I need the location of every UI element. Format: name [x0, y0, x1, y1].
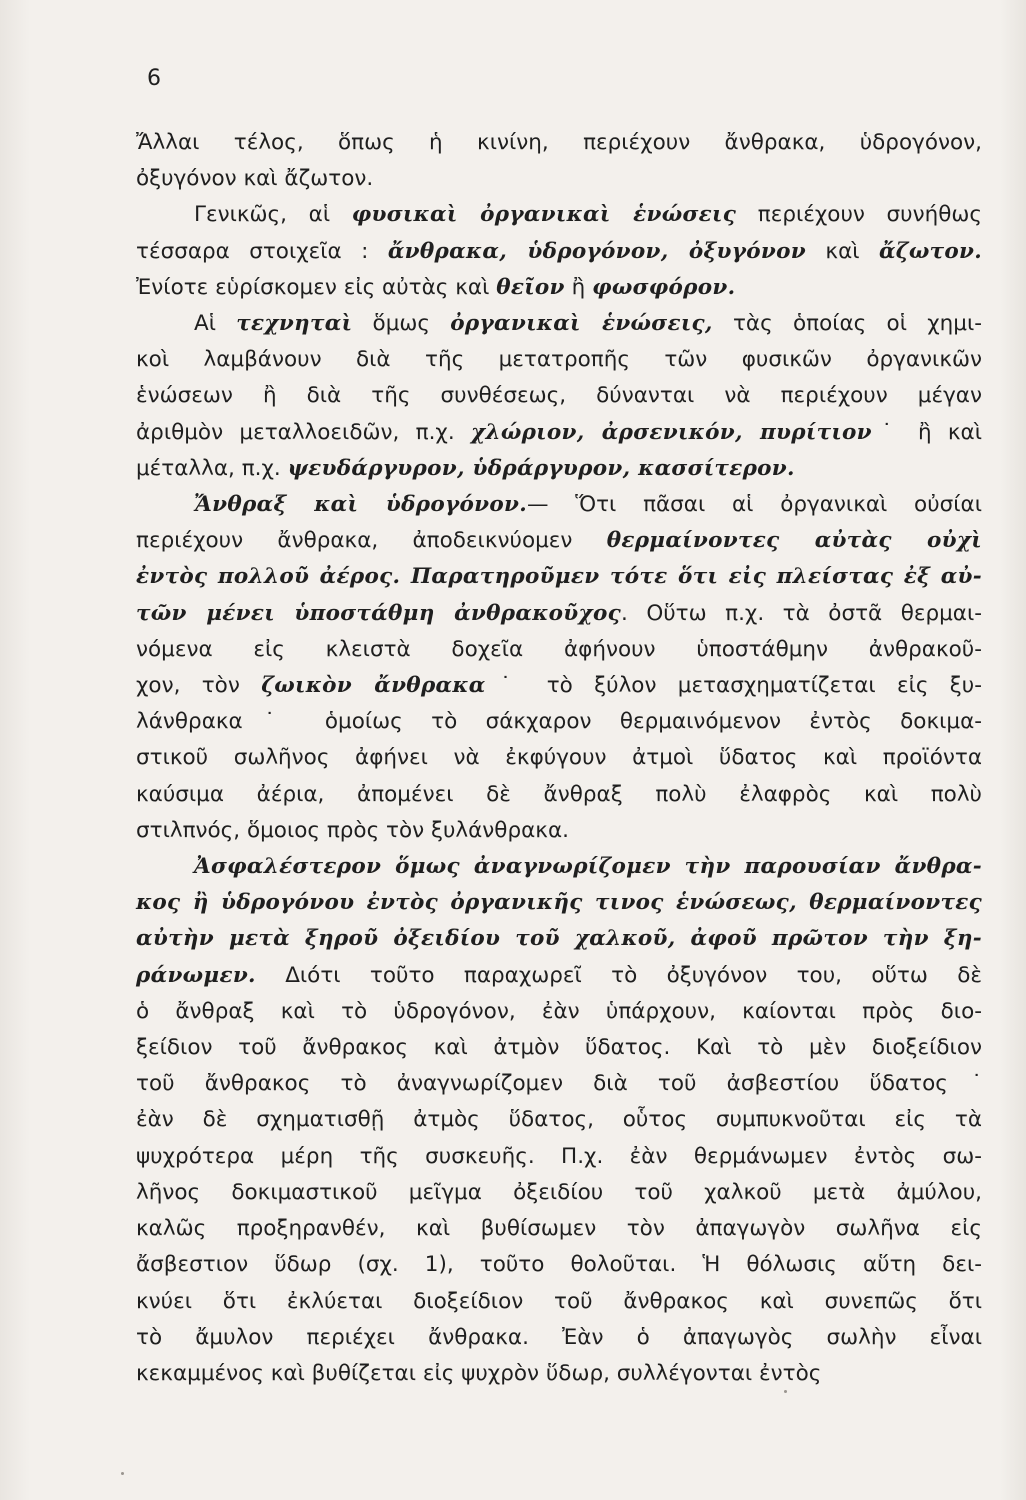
- text-run: λάνθρακα˙ ὁμοίως τὸ σάκχαρον θερμαινόμενον ἐντὸς δοκιμα-: [136, 709, 982, 735]
- text-run: Γενικῶς, αἱ: [194, 202, 352, 228]
- text-line: [136, 813, 982, 849]
- text-run: Αἱ: [194, 311, 237, 337]
- text-line: [136, 668, 982, 704]
- text-line: [136, 1175, 982, 1211]
- text-run: ὁ ἄνθραξ καὶ τὸ ὑδρογόνον, ἐὰν ὑπάρχουν, καίονται πρὸς διο-: [136, 998, 982, 1024]
- text-line: [136, 1030, 982, 1066]
- text-line: [136, 740, 982, 776]
- text-run: καὶ: [805, 238, 879, 264]
- text-line: [136, 1066, 982, 1102]
- text-line: [136, 1284, 982, 1320]
- text-line: [136, 161, 982, 197]
- text-line: [136, 451, 982, 487]
- text-run: τὰς ὁποίας οἱ χημι-: [712, 311, 982, 337]
- paper-speck: [121, 1472, 124, 1475]
- text-line: [136, 270, 982, 306]
- text-run: — Ὅτι πᾶσαι αἱ ὀργανικαὶ οὐσίαι: [526, 492, 983, 518]
- text-line: [136, 1211, 982, 1247]
- emphasized-text: φυσικαὶ ὀργανικαὶ ἑνώσεις: [351, 202, 737, 228]
- emphasized-text: ἄζωτον.: [878, 238, 982, 264]
- emphasized-text: ἐντὸς πολλοῦ ἀέρος. Παρατηροῦμεν τότε ὅτι εἰς πλείστας ἐξ αὐ-: [136, 564, 982, 590]
- text-line: [136, 415, 982, 451]
- text-run: καύσιμα ἀέρια, ἀπομένει δὲ ἄνθραξ πολὺ ἐλαφρὸς καὶ πολὺ: [136, 781, 982, 807]
- text-run: περιέχουν συνήθως: [736, 202, 982, 228]
- text-run: ἐὰν δὲ σχηματισθῇ ἀτμὸς ὕδατος, οὗτος συμπυκνοῦται εἰς τὰ: [136, 1107, 982, 1133]
- text-line: [136, 1102, 982, 1138]
- text-run: μέταλλα, π.χ.: [136, 455, 288, 481]
- text-run: ˙ ἢ καὶ: [871, 419, 983, 445]
- text-run: Ἄλλαι τέλος, ὅπως ἡ κινίνη, περιέχουν ἄνθρακα, ὑδρογόνον,: [136, 130, 982, 155]
- emphasized-text: τῶν μένει ὑποστάθμη ἀνθρακοῦχος: [136, 600, 621, 626]
- text-line: [136, 487, 982, 523]
- text-line: [136, 1356, 982, 1392]
- text-run: ξείδιον τοῦ ἄνθρακος καὶ ἀτμὸν ὕδατος. Καὶ τὸ μὲν διοξείδιον: [136, 1035, 982, 1061]
- emphasized-text: αὐτὴν μετὰ ξηροῦ ὀξειδίου τοῦ χαλκοῦ, ἀφοῦ πρῶτον τὴν ξη-: [136, 926, 982, 952]
- text-run: χον, τὸν: [136, 673, 262, 699]
- emphasized-text: ἄνθρακα, ὑδρογόνον, ὀξυγόνον: [387, 238, 806, 264]
- text-run: ἑνώσεων ἢ διὰ τῆς συνθέσεως, δύνανται νὰ περιέχουν μέγαν: [136, 383, 982, 409]
- text-run: στιλπνός, ὅμοιος πρὸς τὸν ξυλάνθρακα.: [136, 817, 569, 843]
- text-run: νόμενα εἰς κλειστὰ δοχεῖα ἀφήνουν ὑποστάθμην ἀνθρακοῦ-: [136, 636, 982, 662]
- text-line: [136, 704, 982, 740]
- text-line: [136, 378, 982, 414]
- text-line: [136, 849, 982, 885]
- text-run: τὸ ἄμυλον περιέχει ἄνθρακα. Ἐὰν ὁ ἀπαγωγὸς σωλὴν εἶναι: [136, 1324, 982, 1350]
- text-run: ἢ: [564, 274, 593, 300]
- text-run: ˙ τὸ ξύλον μετασχηματίζεται εἰς ξυ-: [485, 673, 982, 699]
- emphasized-text: ψευδάργυρον, ὑδράργυρον, κασσίτερον.: [287, 455, 795, 481]
- text-line: [136, 885, 982, 921]
- text-line: [136, 596, 982, 632]
- text-line: [136, 777, 982, 813]
- text-run: στικοῦ σωλῆνος ἀφήνει νὰ ἐκφύγουν ἀτμοὶ ὕδατος καὶ προϊόντα: [136, 745, 982, 771]
- text-run: ὀξυγόνον καὶ ἄζωτον.: [136, 166, 374, 192]
- text-run: ψυχρότερα μέρη τῆς συσκευῆς. Π.χ. ἐὰν θερμάνωμεν ἐντὸς σω-: [136, 1143, 982, 1169]
- emphasized-text: ζωικὸν ἄνθρακα: [261, 673, 486, 699]
- text-run: κεκαμμένος καὶ βυθίζεται εἰς ψυχρὸν ὕδωρ, συλλέγονται ἐντὸς: [136, 1360, 822, 1386]
- text-line: [136, 125, 982, 161]
- text-line: [136, 197, 982, 233]
- text-run: τέσσαρα στοιχεῖα :: [136, 238, 388, 264]
- text-line: [136, 1139, 982, 1175]
- text-run: τοῦ ἄνθρακος τὸ ἀναγνωρίζομεν διὰ τοῦ ἀσβεστίου ὕδατος˙: [136, 1071, 982, 1097]
- text-run: κνύει ὅτι ἐκλύεται διοξείδιον τοῦ ἄνθρακος καὶ συνεπῶς ὅτι: [136, 1288, 982, 1314]
- text-line: [136, 559, 982, 595]
- emphasized-text: φωσφόρον.: [592, 274, 736, 300]
- emphasized-text: κος ἢ ὑδρογόνου ἐντὸς ὀργανικῆς τινος ἑνώσεως, θερμαίνοντες: [136, 890, 982, 916]
- text-run: Διότι τοῦτο παραχωρεῖ τὸ ὀξυγόνον του, οὕτω δὲ: [255, 962, 982, 988]
- text-line: [136, 632, 982, 668]
- text-run: . Οὕτω π.χ. τὰ ὀστᾶ θερμαι-: [620, 600, 983, 626]
- emphasized-text: ράνωμεν.: [136, 962, 256, 988]
- text-run: ἄσβεστιον ὕδωρ (σχ. 1), τοῦτο θολοῦται. Ἡ θόλωσις αὕτη δει-: [136, 1252, 982, 1278]
- emphasized-text: Ἄνθραξ καὶ ὑδρογόνον.: [194, 492, 527, 518]
- text-line: [136, 234, 982, 270]
- text-line: [136, 306, 982, 342]
- body-text: [136, 125, 982, 1392]
- text-line: [136, 342, 982, 378]
- text-run: λῆνος δοκιμαστικοῦ μεῖγμα ὀξειδίου τοῦ χαλκοῦ μετὰ ἀμύλου,: [136, 1179, 982, 1205]
- text-run: κοὶ λαμβάνουν διὰ τῆς μετατροπῆς τῶν φυσικῶν ὀργανικῶν: [136, 347, 982, 373]
- emphasized-text: ὀργανικαὶ ἑνώσεις,: [450, 311, 713, 337]
- text-line: [136, 523, 982, 559]
- text-line: [136, 958, 982, 994]
- text-line: [136, 994, 982, 1030]
- text-run: Ἐνίοτε εὑρίσκομεν εἰς αὐτὰς καὶ: [136, 274, 497, 300]
- text-run: καλῶς προξηρανθέν, καὶ βυθίσωμεν τὸν ἀπαγωγὸν σωλῆνα εἰς: [136, 1216, 982, 1242]
- text-line: [136, 1320, 982, 1356]
- emphasized-text: χλώριον, ἀρσενικόν, πυρίτιον: [471, 419, 872, 445]
- text-run: ὅμως: [352, 311, 451, 337]
- emphasized-text: τεχνηταὶ: [236, 311, 353, 337]
- text-run: ἀριθμὸν μεταλλοειδῶν, π.χ.: [136, 419, 471, 445]
- page-number: 6: [147, 66, 161, 91]
- text-line: [136, 921, 982, 957]
- paper-speck: [784, 1390, 787, 1393]
- emphasized-text: θεῖον: [496, 274, 565, 300]
- text-run: περιέχουν ἄνθρακα, ἀποδεικνύομεν: [136, 528, 607, 554]
- emphasized-text: Ἀσφαλέστερον ὅμως ἀναγνωρίζομεν τὴν παρουσίαν ἄνθρα-: [194, 854, 982, 880]
- emphasized-text: θερμαίνοντες αὐτὰς οὐχὶ: [606, 528, 982, 554]
- text-line: [136, 1247, 982, 1283]
